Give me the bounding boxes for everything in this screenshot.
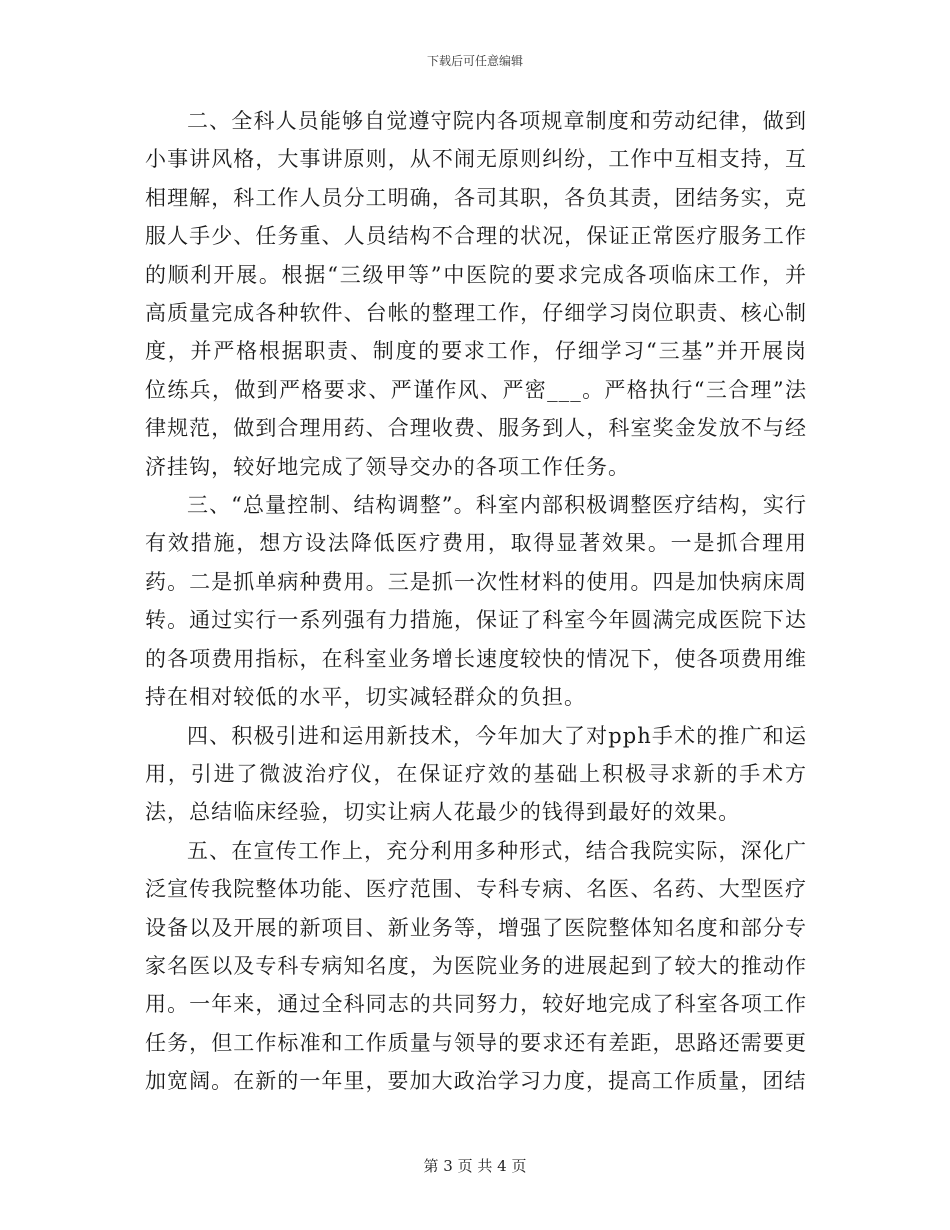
document-body bbox=[145, 102, 807, 1101]
paragraph-section-4: 四、积极引进和运用新技术，今年加大了对pph手术的推广和运用，引进了微波治疗仪，在保证疗效的基础上积极寻求新的手术方法，总结临床经验，切实让病人花最少的钱得到最好的效果。 bbox=[145, 723, 807, 825]
paragraph-section-2: 二、全科人员能够自觉遵守院内各项规章制度和劳动纪律，做到小事讲风格，大事讲原则，从不闹无原则纠纷，工作中互相支持，互相理解，科工作人员分工明确，各司其职，各负其责，团结务实，克服人手少、任务重、人员结构不合理的状况，保证正常医疗服务工作的顺利开展。根据“三级甲等”中医院的要求完成各项临床工作，并高质量完成各种软件、台帐的整理工作，仔细学习岗位职责、核心制度，并严格根据职责、制度的要求工作，仔细学习“三基”并开展岗位练兵，做到严格要求、严谨作风、严密___。严格执行“三合理”法律规范，做到合理用药、合理收费、服务到人，科室奖金发放不与经济挂钩，较好地完成了领导交办的各项工作任务。 bbox=[145, 109, 807, 479]
page-header-note: 下载后可任意编辑 bbox=[426, 54, 523, 68]
page-number-footer: 第 3 页 共 4 页 bbox=[423, 1157, 527, 1175]
paragraph-section-3: 三、“总量控制、结构调整”。科室内部积极调整医疗结构，实行有效措施，想方设法降低医疗费用，取得显著效果。一是抓合理用药。二是抓单病种费用。三是抓一次性材料的使用。四是加快病床周转。通过实行一系列强有力措施，保证了科室今年圆满完成医院下达的各项费用指标，在科室业务增长速度较快的情况下，使各项费用维持在相对较低的水平，切实减轻群众的负担。 bbox=[145, 493, 807, 710]
paragraph-section-5: 五、在宣传工作上，充分利用多种形式，结合我院实际，深化广泛宣传我院整体功能、医疗范围、专科专病、名医、名药、大型医疗设备以及开展的新项目、新业务等，增强了医院整体知名度和部分专家名医以及专科专病知名度，为医院业务的进展起到了较大的推动作用。一年来，通过全科同志的共同努力，较好地完成了科室各项工作任务，但工作标准和工作质量与领导的要求还有差距，思路还需要更加宽阔。在新的一年里，要加大政治学习力度，提高工作质量，团结 bbox=[145, 838, 807, 1094]
